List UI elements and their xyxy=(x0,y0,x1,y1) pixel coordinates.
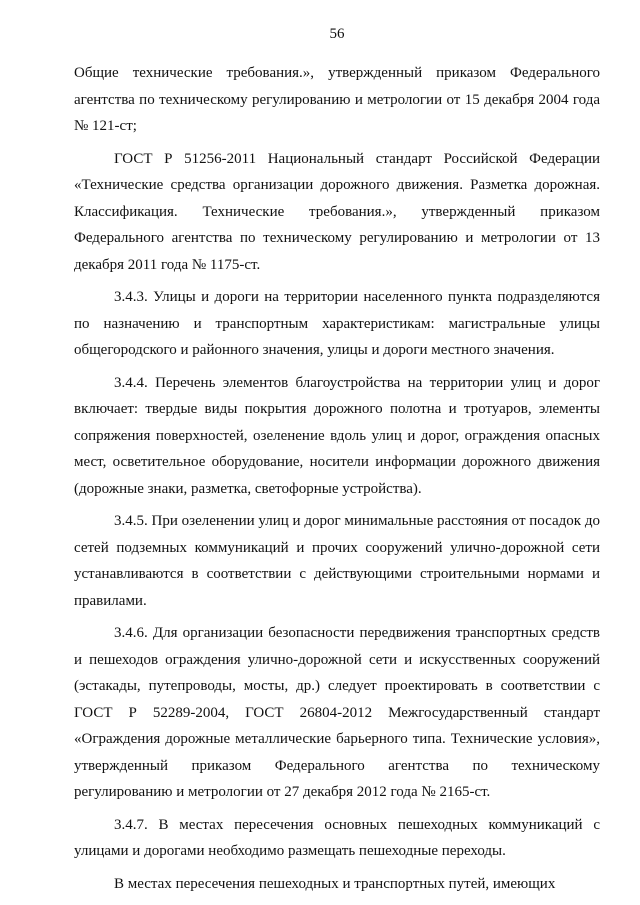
paragraph-crossings-continued: В местах пересечения пешеходных и транспортных путей, имеющих xyxy=(114,875,556,892)
paragraph-3-4-7: 3.4.7. В местах пересечения основных пешеходных коммуникаций с улицами и дорогами необходимо размещать пешеходные переходы. xyxy=(74,816,600,859)
page-number: 56 xyxy=(329,26,345,42)
paragraph-3-4-6: 3.4.6. Для организации безопасности передвижения транспортных средств и пешеходов ограждения улично-дорожной сети и искусственных сооружений (эстакады, путепроводы, мосты, др.) следует проектировать в соответствии с ГОСТ Р 52289-2004, ГОСТ 26804-2012 Межгосударственный стандарт «Ограждения дорожные металлические барьерного типа. Технические условия», утвержденный приказом Федерального агентства по техническому регулированию и метрологии от 27 декабря 2012 года № 2165-ст. xyxy=(74,625,600,800)
paragraph-3-4-5: 3.4.5. При озеленении улиц и дорог минимальные расстояния от посадок до сетей подземных коммуникаций и прочих сооружений улично-дорожной сети устанавливаются в соответствии с действующими строительными нормами и правилами. xyxy=(74,513,600,609)
paragraph-gost-51256: ГОСТ Р 51256-2011 Национальный стандарт Российской Федерации «Технические средства организации дорожного движения. Разметка дорожная. Классификация. Технические требования.», утвержденный приказом Федерального агентства по техническому регулированию и метрологии от 13 декабря 2011 года № 1175-ст. xyxy=(74,150,600,273)
paragraph-3-4-4: 3.4.4. Перечень элементов благоустройства на территории улиц и дорог включает: твердые виды покрытия дорожного полотна и тротуаров, элементы сопряжения поверхностей, озеленение вдоль улиц и дорог, ограждения опасных мест, осветительное оборудование, носители информации дорожного движения (дорожные знаки, разметка, светофорные устройства). xyxy=(74,374,600,497)
paragraph-continuation-gost-121: Общие технические требования.», утвержденный приказом Федерального агентства по техническому регулированию и метрологии от 15 декабря 2004 года № 121-ст; xyxy=(74,65,600,134)
paragraph-3-4-3: 3.4.3. Улицы и дороги на территории населенного пункта подразделяются по назначению и транспортным характеристикам: магистральные улицы общегородского и районного значения, улицы и дороги местного значения. xyxy=(74,289,600,358)
